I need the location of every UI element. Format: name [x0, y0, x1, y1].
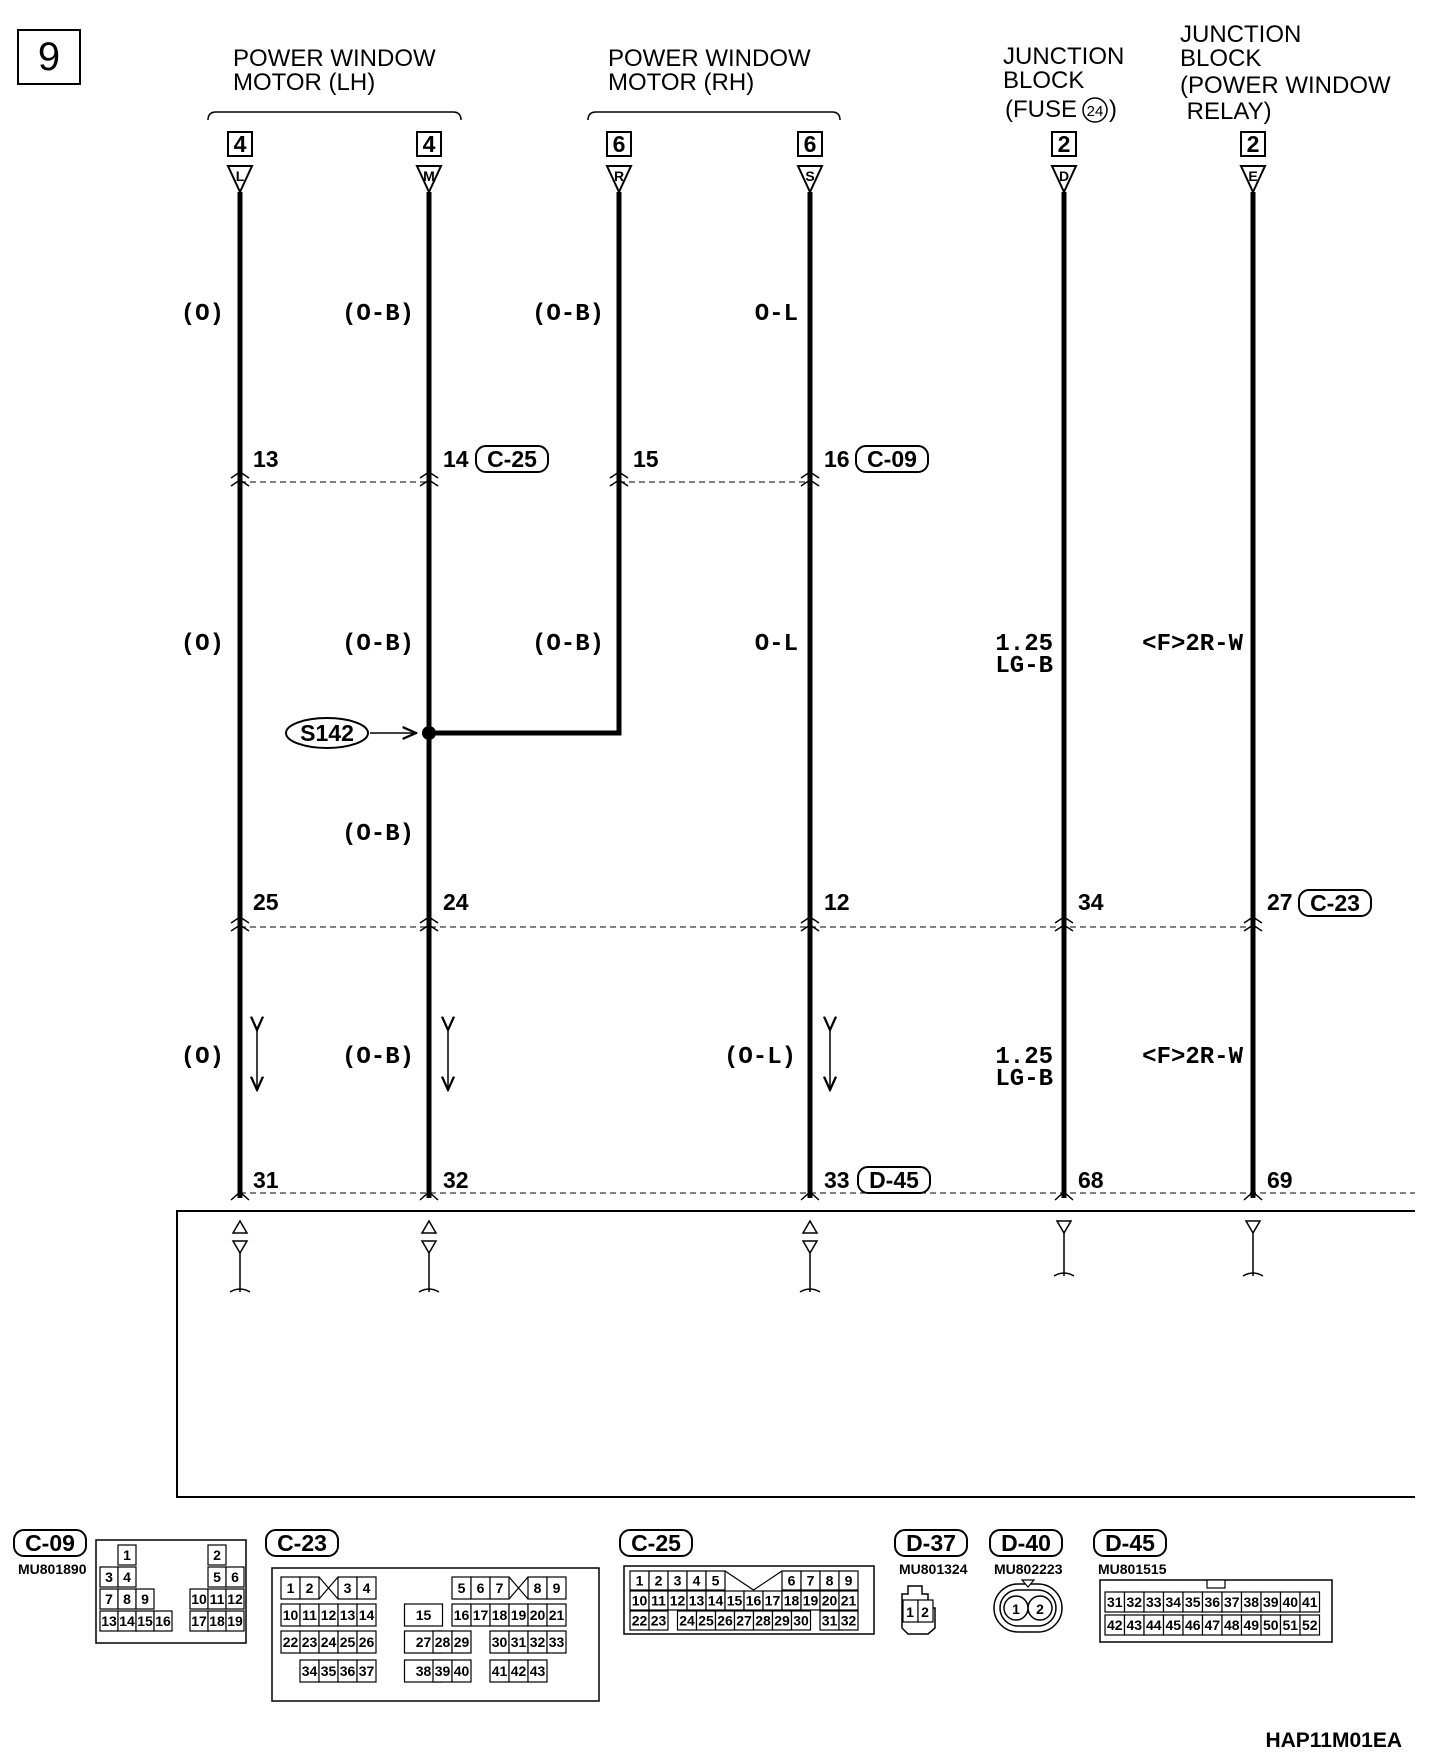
- legend-d37-label: D-37: [906, 1530, 956, 1556]
- component-jb1-line3-end: ): [1109, 96, 1117, 123]
- d45-pin-41: 41: [1301, 1594, 1318, 1610]
- c23-pin-24: 24: [320, 1634, 337, 1650]
- connector-c25-label: C-25: [487, 446, 537, 472]
- c09-pin-11: 11: [209, 1591, 225, 1607]
- c25-pin-16: 16: [745, 1592, 762, 1609]
- component-lh-bracket: [208, 112, 461, 120]
- d45-pin-38: 38: [1243, 1594, 1260, 1610]
- c25-pin-12: 12: [669, 1592, 686, 1609]
- component-rh-line1: POWER WINDOW: [608, 45, 811, 72]
- c09-pin-1: 1: [123, 1547, 131, 1563]
- pin-32: 32: [443, 1167, 469, 1193]
- c23-pin-31: 31: [510, 1634, 527, 1650]
- d45-pin-46: 46: [1184, 1617, 1201, 1633]
- c23-pin-29: 29: [453, 1634, 470, 1650]
- c23-pin-30: 30: [491, 1634, 508, 1650]
- c23-pin-8: 8: [533, 1580, 542, 1596]
- c23-pin-10: 10: [282, 1607, 299, 1623]
- d45-pin-34: 34: [1165, 1594, 1182, 1610]
- d45-pin-35: 35: [1184, 1594, 1201, 1610]
- terminal-e-letter: E: [1248, 168, 1258, 184]
- component-rh-bracket: [588, 112, 840, 120]
- c25-pin-19: 19: [802, 1592, 819, 1609]
- d45-pin-39: 39: [1262, 1594, 1279, 1610]
- terminal-r-letter: R: [613, 168, 625, 184]
- terminal-d-letter: D: [1058, 168, 1070, 184]
- c09-pin-5: 5: [213, 1569, 221, 1585]
- legend-d40-part: MU802223: [994, 1561, 1063, 1577]
- component-lh-motor: [208, 45, 461, 120]
- pin-68: 68: [1078, 1167, 1104, 1193]
- c25-pin-7: 7: [806, 1572, 815, 1589]
- c23-pin-32: 32: [529, 1634, 546, 1650]
- c23-pin-4: 4: [362, 1580, 371, 1596]
- c25-pin-1: 1: [635, 1572, 644, 1589]
- wire-color-m-1: (O-B): [341, 301, 414, 328]
- wire-size-d-2: 1.25: [995, 631, 1053, 658]
- legend-c09-part: MU801890: [18, 1561, 87, 1577]
- legend-d37: [895, 1530, 968, 1634]
- c23-pin-13: 13: [339, 1607, 356, 1623]
- wire-color-l-2: (O): [180, 631, 224, 658]
- d37-pin-2: 2: [921, 1604, 929, 1620]
- component-jb2-line2: BLOCK: [1180, 45, 1262, 72]
- d40-pin-1: 1: [1012, 1601, 1020, 1617]
- component-lh-line2: MOTOR (LH): [233, 69, 376, 96]
- c09-pin-17: 17: [191, 1613, 207, 1629]
- c09-pin-13: 13: [101, 1613, 117, 1629]
- c23-pin-15: 15: [415, 1607, 432, 1623]
- pin-14: 14: [443, 446, 469, 472]
- component-junction-fuse: [1003, 43, 1124, 123]
- legend-d40-label: D-40: [1001, 1530, 1051, 1556]
- component-jb1-line1: JUNCTION: [1003, 43, 1125, 70]
- d45-pin-50: 50: [1262, 1617, 1279, 1633]
- c23-pin-40: 40: [453, 1663, 470, 1679]
- d45-pin-36: 36: [1204, 1594, 1221, 1610]
- c09-pin-19: 19: [227, 1613, 243, 1629]
- connector-c09-label: C-09: [867, 446, 917, 472]
- pin-13: 13: [253, 446, 279, 472]
- c23-pin-28: 28: [434, 1634, 451, 1650]
- component-junction-relay: [1180, 21, 1391, 125]
- figure-code: HAP11M01EA: [1265, 1729, 1402, 1752]
- c25-pin-13: 13: [688, 1592, 705, 1609]
- wire-color-d-2: LG-B: [995, 653, 1053, 680]
- c25-pin-21: 21: [840, 1592, 857, 1609]
- splice-label: S142: [300, 720, 354, 746]
- c23-pin-22: 22: [282, 1634, 299, 1650]
- d45-pin-48: 48: [1223, 1617, 1240, 1633]
- wire-colors-row4: [181, 1044, 1244, 1093]
- d45-pin-32: 32: [1126, 1594, 1143, 1610]
- terminal-d: [1052, 131, 1076, 192]
- c23-pin-36: 36: [339, 1663, 356, 1679]
- c25-pin-22: 22: [631, 1612, 648, 1629]
- connector-c23-label: C-23: [1310, 890, 1360, 916]
- c23-pin-33: 33: [548, 1634, 565, 1650]
- c25-pin-25: 25: [698, 1612, 714, 1629]
- component-jb1-line3: (FUSE: [1005, 96, 1077, 123]
- wire-color-s-1: O-L: [754, 301, 798, 328]
- terminal-d-num: 2: [1057, 131, 1071, 157]
- c25-pin-29: 29: [774, 1612, 790, 1629]
- component-lh-line1: POWER WINDOW: [233, 45, 436, 72]
- d45-pin-31: 31: [1106, 1594, 1123, 1610]
- c25-pin-2: 2: [654, 1572, 663, 1589]
- d37-pin-1: 1: [906, 1604, 914, 1620]
- component-jb2-line3: (POWER WINDOW: [1180, 72, 1391, 99]
- terminal-r-num: 6: [612, 131, 626, 157]
- terminal-l-letter: L: [235, 168, 245, 184]
- d45-pin-33: 33: [1145, 1594, 1162, 1610]
- c23-pin-35: 35: [320, 1663, 337, 1679]
- c25-pin-11: 11: [651, 1592, 666, 1609]
- wire-color-s-4: (O-L): [723, 1044, 796, 1071]
- wire-color-e-2: <F>2R-W: [1142, 631, 1243, 658]
- terminal-e: [1241, 131, 1265, 192]
- c09-pin-6: 6: [231, 1569, 239, 1585]
- c23-pin-6: 6: [476, 1580, 485, 1596]
- break-middle: [231, 889, 1371, 931]
- splice-dot: [422, 726, 436, 740]
- wire-color-m-4: (O-B): [341, 1044, 414, 1071]
- c09-pin-2: 2: [213, 1547, 221, 1563]
- c23-pin-17: 17: [472, 1607, 489, 1623]
- c23-pin-16: 16: [453, 1607, 470, 1623]
- c25-pin-15: 15: [726, 1592, 743, 1609]
- fuse-number: 24: [1086, 103, 1104, 120]
- c25-pin-5: 5: [711, 1572, 720, 1589]
- c09-pin-8: 8: [123, 1591, 131, 1607]
- legend-c23: [266, 1530, 599, 1701]
- c25-pin-23: 23: [650, 1612, 667, 1629]
- terminal-r: [607, 131, 631, 192]
- wire-color-d-4: LG-B: [995, 1066, 1053, 1093]
- component-jb2-line4: RELAY): [1180, 98, 1272, 125]
- c23-pin-5: 5: [457, 1580, 466, 1596]
- page-number: 9: [37, 35, 61, 79]
- c25-pin-18: 18: [783, 1592, 800, 1609]
- d45-pin-52: 52: [1301, 1617, 1318, 1633]
- pin-24: 24: [443, 889, 469, 915]
- c25-pin-31: 31: [821, 1612, 838, 1629]
- pin-33: 33: [824, 1167, 850, 1193]
- c23-pin-7: 7: [495, 1580, 504, 1596]
- wire-colors-row2: [181, 631, 1244, 680]
- component-rh-line2: MOTOR (RH): [608, 69, 755, 96]
- c23-pin-12: 12: [320, 1607, 337, 1623]
- c25-pin-28: 28: [755, 1612, 771, 1629]
- c25-pin-9: 9: [844, 1572, 853, 1589]
- terminal-s: [798, 131, 822, 192]
- c09-pin-9: 9: [141, 1591, 149, 1607]
- component-jb1-line2: BLOCK: [1003, 67, 1085, 94]
- c23-pin-27: 27: [415, 1634, 432, 1650]
- terminal-m-num: 4: [422, 131, 436, 157]
- pin-25: 25: [253, 889, 279, 915]
- c23-pin-11: 11: [302, 1607, 317, 1623]
- legend-c09: [14, 1530, 246, 1643]
- d45-pin-49: 49: [1243, 1617, 1260, 1633]
- wire-size-d-4: 1.25: [995, 1044, 1053, 1071]
- d45-pin-37: 37: [1223, 1594, 1240, 1610]
- d40-pin-2: 2: [1036, 1601, 1044, 1617]
- pin-31: 31: [253, 1167, 279, 1193]
- d45-pin-40: 40: [1282, 1594, 1299, 1610]
- c25-pin-3: 3: [673, 1572, 682, 1589]
- wire-color-m-3: (O-B): [341, 821, 414, 848]
- legend-c25: [620, 1530, 874, 1634]
- c23-pin-41: 41: [491, 1663, 508, 1679]
- c25-pin-27: 27: [736, 1612, 752, 1629]
- wire-color-r-2: (O-B): [531, 631, 604, 658]
- d45-pin-51: 51: [1282, 1617, 1299, 1633]
- page-number-box: [18, 30, 80, 84]
- c09-pin-3: 3: [105, 1569, 113, 1585]
- c09-pin-10: 10: [191, 1591, 207, 1607]
- c09-pin-16: 16: [155, 1613, 171, 1629]
- pin-27: 27: [1267, 889, 1293, 915]
- terminal-m-letter: M: [423, 168, 435, 184]
- c09-pin-12: 12: [227, 1591, 243, 1607]
- c23-pin-25: 25: [339, 1634, 356, 1650]
- c25-pin-17: 17: [764, 1592, 781, 1609]
- pin-15: 15: [633, 446, 659, 472]
- c25-pin-4: 4: [692, 1572, 701, 1589]
- terminal-l-num: 4: [233, 131, 247, 157]
- c23-pin-39: 39: [434, 1663, 451, 1679]
- break-upper: [231, 446, 928, 486]
- c23-pin-14: 14: [358, 1607, 375, 1623]
- legend-d45-part: MU801515: [1098, 1561, 1167, 1577]
- c23-pin-42: 42: [510, 1663, 527, 1679]
- c23-pin-3: 3: [343, 1580, 352, 1596]
- connector-d45-label: D-45: [869, 1167, 919, 1193]
- legend-d45: [1094, 1530, 1332, 1642]
- c23-pin-18: 18: [491, 1607, 508, 1623]
- terminal-l: [228, 131, 252, 192]
- d45-pin-47: 47: [1204, 1617, 1221, 1633]
- wire-color-e-4: <F>2R-W: [1142, 1044, 1243, 1071]
- c23-pin-9: 9: [552, 1580, 561, 1596]
- c09-pin-7: 7: [105, 1591, 113, 1607]
- c23-pin-1: 1: [286, 1580, 295, 1596]
- pin-69: 69: [1267, 1167, 1293, 1193]
- c23-pin-2: 2: [305, 1580, 314, 1596]
- component-jb2-line1: JUNCTION: [1180, 21, 1302, 48]
- wire-colors-row1: [181, 301, 798, 328]
- c23-pin-23: 23: [301, 1634, 318, 1650]
- c23-pin-20: 20: [529, 1607, 546, 1623]
- c09-pin-18: 18: [209, 1613, 225, 1629]
- control-unit-box: [177, 1211, 1415, 1497]
- splice-s142: [286, 718, 436, 748]
- c09-pin-14: 14: [119, 1613, 135, 1629]
- d45-pin-45: 45: [1165, 1617, 1182, 1633]
- wire-color-l-1: (O): [180, 301, 224, 328]
- wire-color-s-2: O-L: [754, 631, 798, 658]
- terminal-m: [417, 131, 441, 192]
- pin-34: 34: [1078, 889, 1104, 915]
- c25-pin-24: 24: [679, 1612, 695, 1629]
- legend-d37-part: MU801324: [899, 1561, 968, 1577]
- c25-pin-14: 14: [707, 1592, 724, 1609]
- c25-pin-26: 26: [717, 1612, 733, 1629]
- c25-pin-10: 10: [631, 1592, 648, 1609]
- d45-pin-42: 42: [1106, 1617, 1123, 1633]
- legend-c09-label: C-09: [25, 1530, 75, 1556]
- terminal-s-letter: S: [805, 168, 815, 184]
- legend-d45-label: D-45: [1105, 1530, 1155, 1556]
- legend-c23-label: C-23: [277, 1530, 327, 1556]
- pin-12: 12: [824, 889, 850, 915]
- c23-pin-38: 38: [415, 1663, 432, 1679]
- terminal-s-num: 6: [803, 131, 817, 157]
- wire-color-r-1: (O-B): [531, 301, 604, 328]
- c25-pin-6: 6: [787, 1572, 796, 1589]
- c09-pin-15: 15: [137, 1613, 153, 1629]
- c23-pin-43: 43: [529, 1663, 546, 1679]
- legend-d40: [990, 1530, 1063, 1632]
- component-rh-motor: [588, 45, 840, 120]
- d45-pin-44: 44: [1145, 1617, 1162, 1633]
- terminal-e-num: 2: [1246, 131, 1260, 157]
- wire-color-m-2: (O-B): [341, 631, 414, 658]
- c09-pin-4: 4: [123, 1569, 131, 1585]
- c25-pin-8: 8: [825, 1572, 834, 1589]
- c23-pin-19: 19: [510, 1607, 527, 1623]
- c23-pin-21: 21: [548, 1607, 565, 1623]
- break-lower: [231, 1167, 1415, 1200]
- d45-pin-43: 43: [1126, 1617, 1143, 1633]
- c23-pin-26: 26: [358, 1634, 375, 1650]
- wire-color-l-4: (O): [180, 1044, 224, 1071]
- c25-pin-32: 32: [840, 1612, 857, 1629]
- c23-pin-34: 34: [301, 1663, 318, 1679]
- c25-pin-30: 30: [793, 1612, 809, 1629]
- legend-c25-label: C-25: [631, 1530, 681, 1556]
- pin-16: 16: [824, 446, 850, 472]
- c23-pin-37: 37: [358, 1663, 375, 1679]
- c25-pin-20: 20: [821, 1592, 838, 1609]
